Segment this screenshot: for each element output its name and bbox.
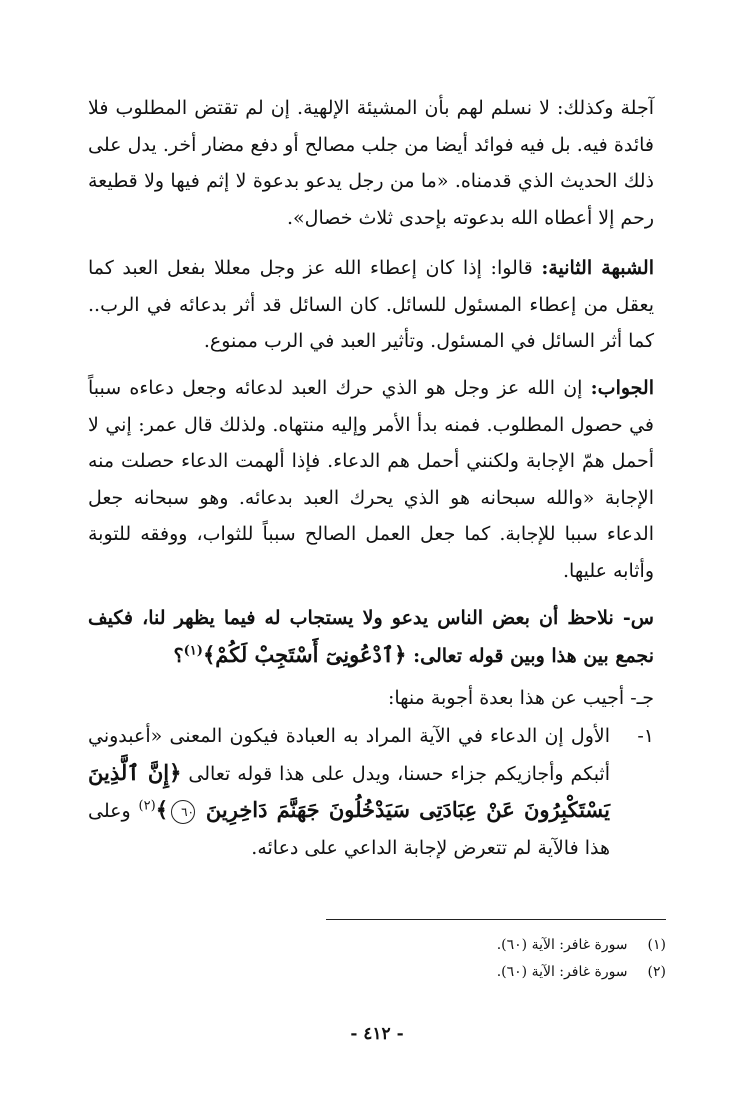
- quran-verse-1: ﴿ٱدْعُونِىٓ أَسْتَجِبْ لَكُمْ﴾: [202, 641, 407, 667]
- reply-prefix: جـ-: [630, 687, 654, 709]
- list-item-1: [88, 718, 654, 866]
- list-item-body: [88, 718, 610, 866]
- quran-verse-2: ﴿إِنَّ ٱلَّذِينَ يَسْتَكْبِرُونَ عَنْ عِبَادَتِى سَيَدْخُلُونَ جَهَنَّمَ دَاخِرِينَ: [88, 759, 610, 822]
- footnote-2-number: (٢): [647, 964, 666, 980]
- footnote-divider: [326, 919, 666, 920]
- verse-number-marker: ٦٠: [171, 800, 195, 824]
- footnote-ref-2[interactable]: (٢): [138, 798, 156, 814]
- paragraph-1: [88, 90, 654, 236]
- objection-paragraph: [88, 250, 654, 360]
- answer-label: الجواب:: [590, 377, 654, 399]
- page-number: - ٤١٢ -: [350, 1024, 404, 1044]
- question-prefix: س-: [622, 607, 654, 629]
- footnote-1-text: سورة غافر: الآية (٦٠).: [496, 937, 628, 953]
- footnote-ref-1[interactable]: (١): [183, 643, 203, 659]
- reply-paragraph: [88, 680, 654, 717]
- objection-label: الشبهة الثانية:: [541, 257, 654, 279]
- objection-text: قالوا: إذا كان إعطاء الله عز وجل معللا بفعل العبد كما يعقل من إعطاء المسئول للسائل. كان السائل قد أثر بدعائه في الرب.. كما أثر السائل في المسئول. وتأثير العبد في الرب ممنوع.: [88, 257, 654, 352]
- question-mark: ؟: [173, 644, 184, 667]
- footnote-2-text: سورة غافر: الآية (٦٠).: [496, 964, 628, 980]
- footnote-2: [497, 959, 666, 986]
- quran-verse-2-close: ﴾: [155, 797, 168, 822]
- reply-text: أجيب عن هذا بعدة أجوبة منها:: [387, 687, 625, 709]
- list-item-number: ١-: [637, 725, 654, 747]
- footnote-1-number: (١): [647, 937, 666, 953]
- footnote-1: [497, 932, 666, 959]
- question-paragraph: [88, 600, 654, 674]
- answer-paragraph: [88, 370, 654, 589]
- question-text: نلاحظ أن بعض الناس يدعو ولا يستجاب له فيما يظهر لنا، فكيف نجمع بين هذا وبين قوله تعالى:: [88, 607, 654, 667]
- footnotes: [497, 932, 666, 986]
- list-item-text-before: الأول إن الدعاء في الآية المراد به العبادة فيكون المعنى «أعبدوني أثبكم وأجازيكم جزاء حسنا، ويدل على هذا قوله تعالى: [88, 725, 610, 785]
- list-item-text-after: وعلى هذا فالآية لم تتعرض لإجابة الداعي على دعائه.: [88, 800, 610, 859]
- answer-text: إن الله عز وجل هو الذي حرك العبد لدعائه وجعل دعاءه سبباً في حصول المطلوب. فمنه بدأ الأمر وإليه منتهاه. ولذلك قال عمر: إني لا أحمل همّ الإجابة ولكنني أحمل هم الدعاء. فإذا ألهمت الدعاء حصلت منه الإجابة «والله سبحانه هو الذي يحرك العبد بدعائه. وهو سبحانه جعل الدعاء سببا للإجابة. كما جعل العمل الصالح سبباً للثواب، ووفقه للتوبة وأثابه عليها.: [88, 377, 654, 582]
- paragraph-1-text: آجلة وكذلك: لا نسلم لهم بأن المشيئة الإلهية. إن لم تقتض المطلوب فلا فائدة فيه. بل فيه فوائد أيضا من جلب مصالح أو دفع مضار أخر. يدل على ذلك الحديث الذي قدمناه. «ما من رجل يدعو بدعوة لا إثم فيها ولا قطيعة رحم إلا أعطاه الله بدعوته بإحدى ثلاث خصال».: [88, 97, 654, 229]
